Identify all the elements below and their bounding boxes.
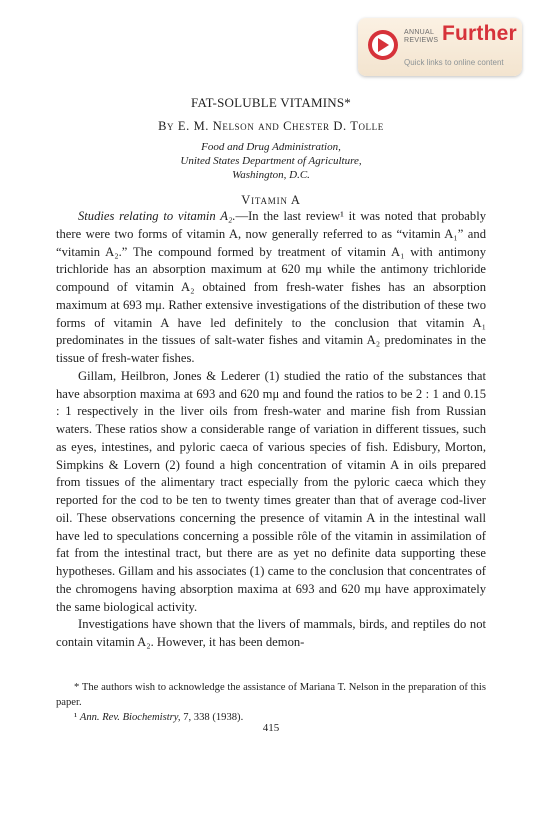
footnote-1-mark: ¹ (74, 712, 78, 723)
footnote-1-citation: Ann. Rev. Biochemistry, (79, 712, 181, 723)
further-tagline: Quick links to online content (404, 58, 504, 67)
affiliation-line-2: United States Department of Agriculture, (180, 155, 362, 167)
annual-reviews-logo: ANNUAL REVIEWS (404, 29, 439, 44)
paragraph-3: Investigations have shown that the livers of mammals, birds, and reptiles do not contain vitamin A₂. However, it has been demon- (56, 617, 486, 649)
paragraph-1 (56, 208, 486, 368)
paragraph-1-text: —In the last review¹ it was noted that probably there were two forms of vitamin A, now generally referred to as “vitamin A₁” and “vitamin A₂.” The compound formed by treatment of vitamin A₁ with antimony trichloride has an absorption maximum at 620 mμ while the antimony trichloride compound of vitamin A₂ obtained from fresh-water fishes has an absorption maximum at 693 mμ. Rather extensive investigations of the distribution of these two forms of vitamin A have led definitely to the conclusion that vitamin A₁ predominates in the tissues of salt-water fishes and vitamin A₂ predominates in the tissue of fresh-water fishes. (56, 209, 486, 365)
footnote-1-details: 7, 338 (1938). (180, 712, 244, 723)
page-number: 415 (262, 722, 280, 734)
affiliation-line-3: Washington, D.C. (232, 169, 310, 181)
paragraph-1-lead: Studies relating to vitamin A₂. (78, 209, 236, 223)
affiliation-line-1: Food and Drug Administration, (201, 141, 341, 153)
article-authors: By E. M. Nelson and Chester D. Tolle (158, 119, 384, 133)
article-body (56, 208, 486, 652)
play-arrow-icon (367, 29, 399, 61)
section-heading: Vitamin A (241, 193, 301, 207)
paragraph-2: Gillam, Heilbron, Jones & Lederer (1) studied the ratio of the substances that have absorption maxima at 693 and 620 mμ and found the ratios to be 2 : 1 and 0.15 : 1 respectively in the liver oils from fresh-water and marine fish from Russian waters. These ratios show a considerable range of variation in different tissues, such as eyes, intestines, and pyloric caeca of various species of fish. Edisbury, Morton, Simpkins & Lovern (2) found a high concentration of vitamin A in oils prepared from tissues of the alimentary tract especially from the pyloric caeca which they reported for the cod to be ten to twenty times greater than that of average cod-liver oil. These observations concerning the presence of vitamin A in the intestinal wall have led to speculations concerning a possible rôle of the vitamin in assimilation of fat from the intestinal tract, but there are as yet no definite data supporting these hypotheses. Gillam and his associates (1) came to the conclusion that concentrates of the chromogens having absorption maxima at 693 and 620 mμ have approximately the same biological activity. (56, 368, 486, 614)
footnotes (56, 680, 486, 725)
further-label: Further (442, 22, 517, 45)
footnote-star: * The authors wish to acknowledge the assistance of Mariana T. Nelson in the preparation of this paper. (56, 682, 486, 708)
further-banner[interactable] (358, 18, 522, 76)
article-title: FAT-SOLUBLE VITAMINS* (190, 95, 352, 110)
